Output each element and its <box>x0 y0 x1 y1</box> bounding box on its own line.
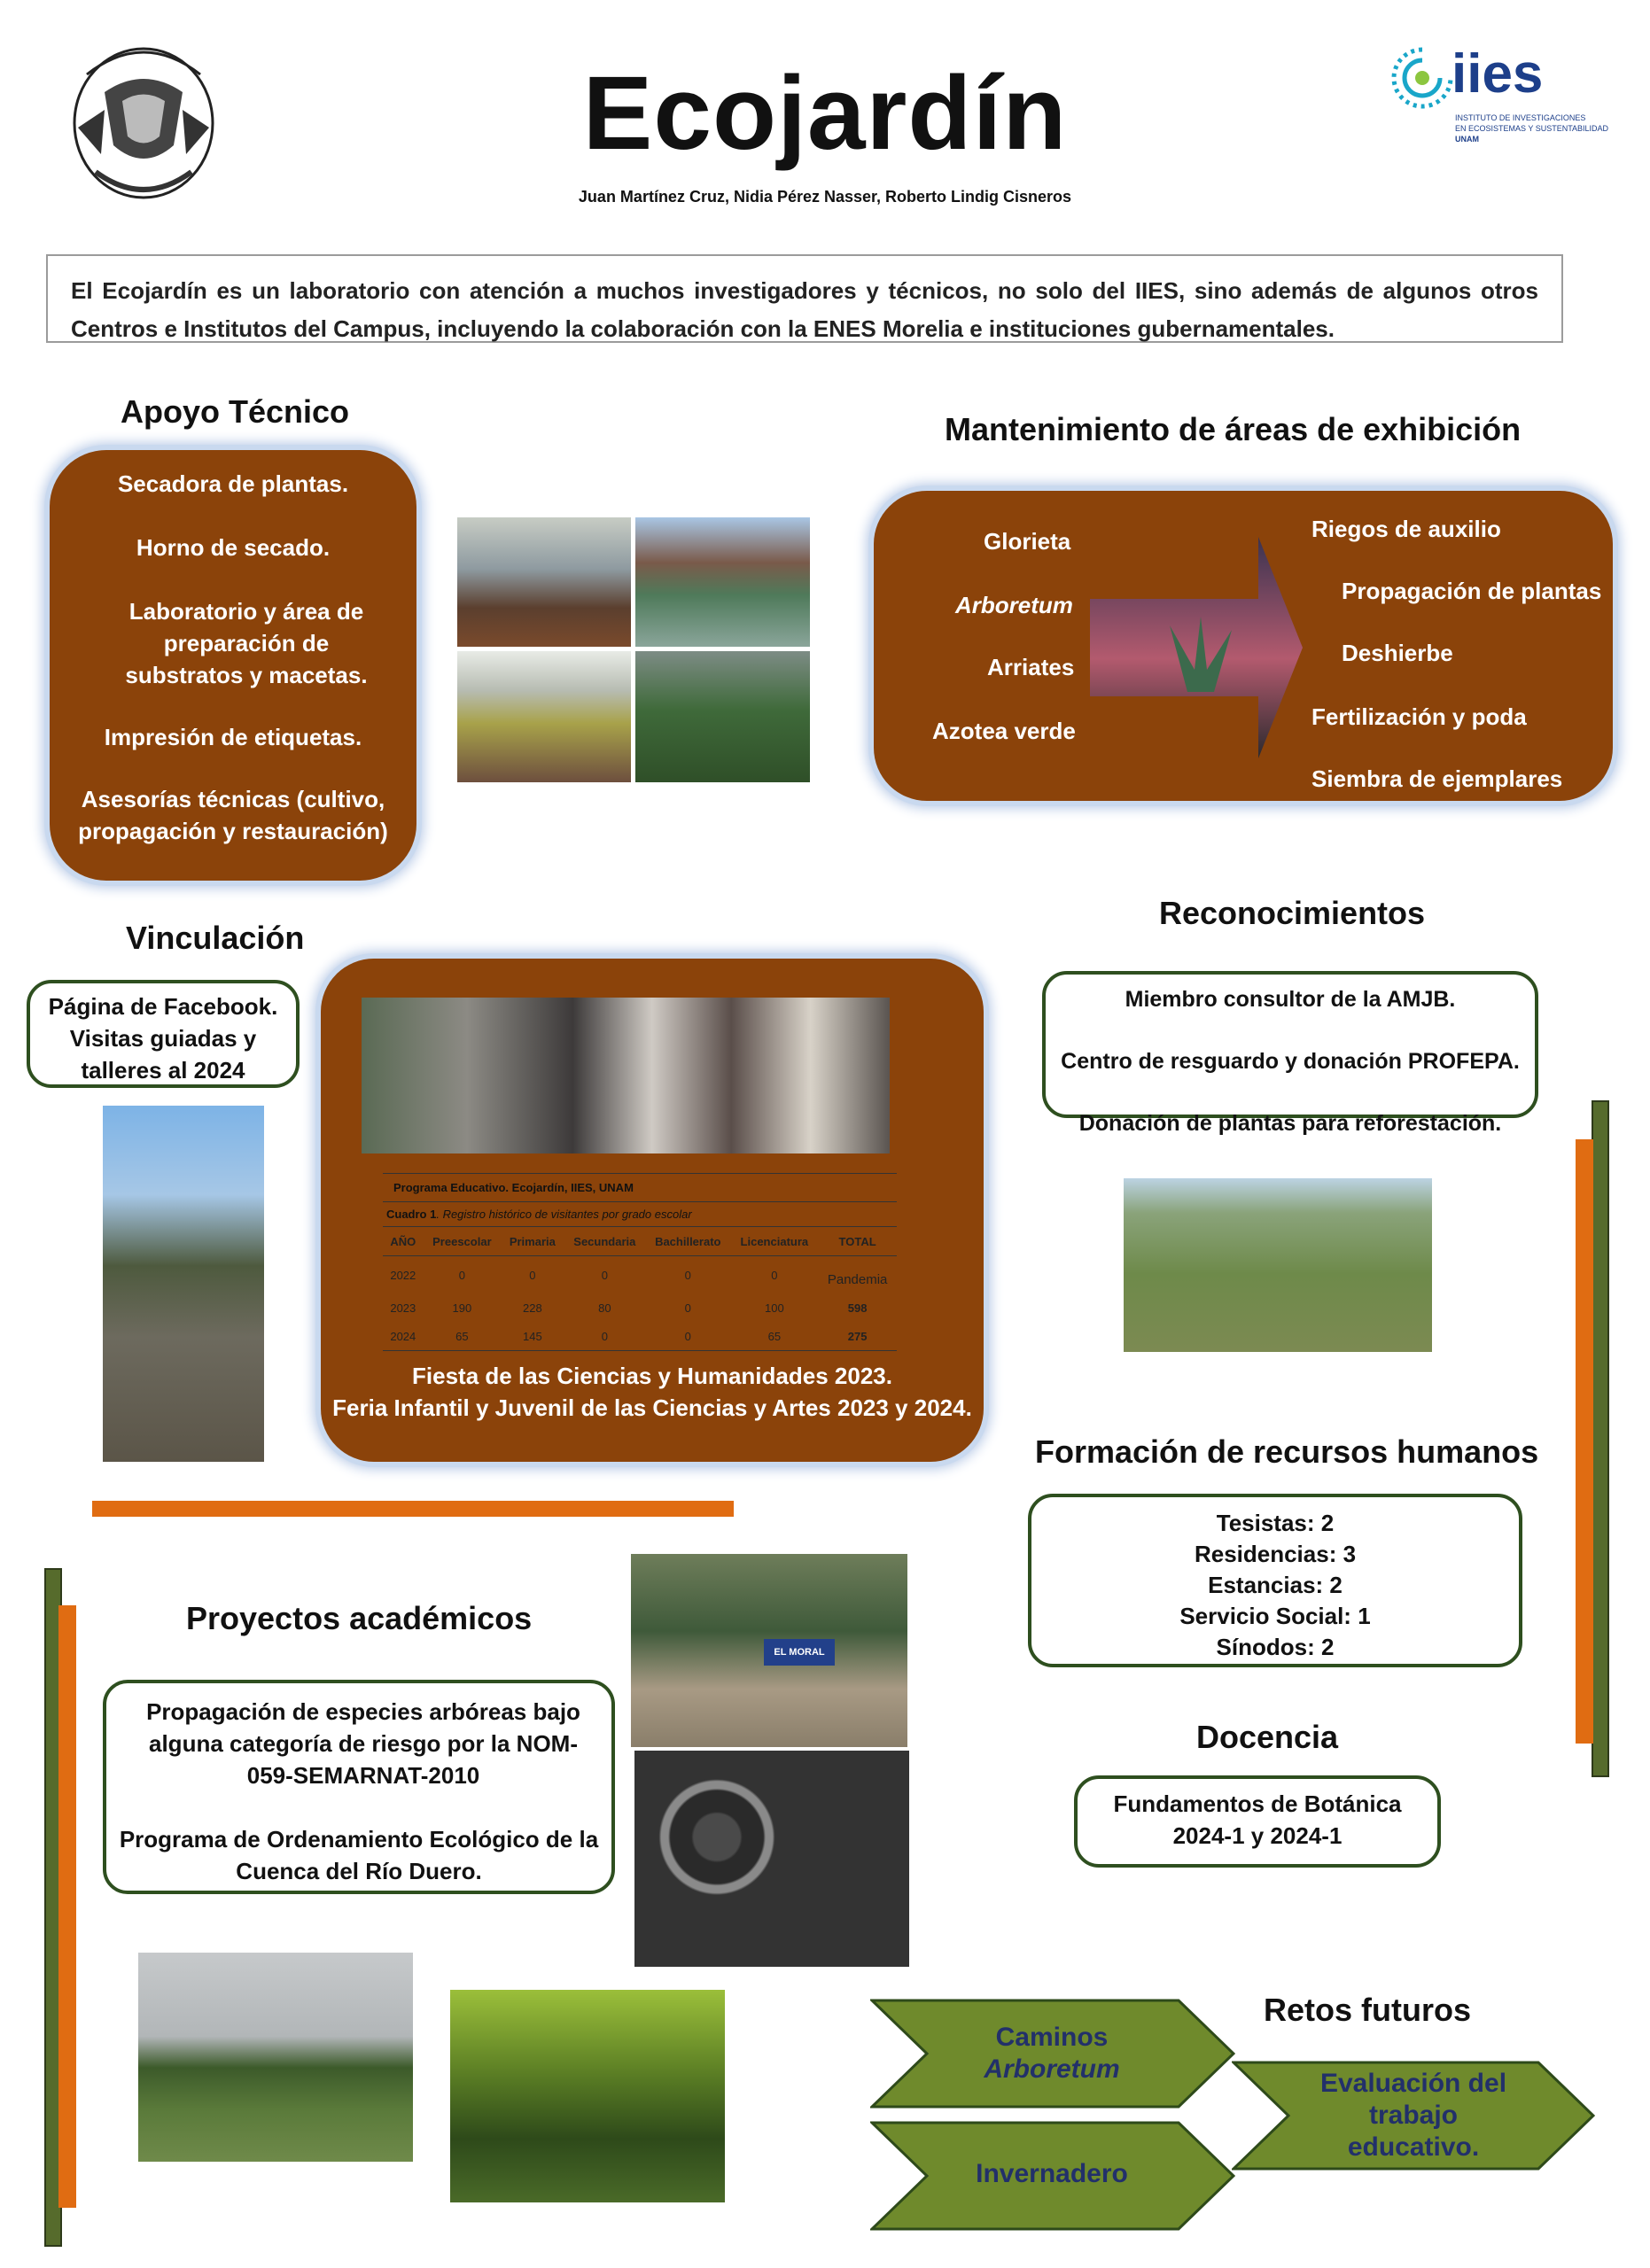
left-orange-bar <box>58 1605 76 2208</box>
field-photo <box>138 1953 413 2162</box>
fair-photo-strip <box>362 998 890 1153</box>
table-cell: 65 <box>455 1329 469 1343</box>
formacion-item: Residencias: 3 <box>1194 1541 1357 1567</box>
formacion-item: Estancias: 2 <box>1208 1572 1343 1598</box>
poster-title: Ecojardín <box>582 55 1068 172</box>
area-item: Azotea verde <box>932 718 1076 744</box>
vinculacion-heading: Vinculación <box>126 920 305 956</box>
recognition-item: Centro de resguardo y donación PROFEPA. <box>1061 1049 1520 1074</box>
apoyo-item: Asesorías técnicas (cultivo, propagación y restauración) <box>78 786 388 844</box>
el-moral-photo <box>631 1554 907 1747</box>
table-cell: 0 <box>458 1268 465 1282</box>
table-header: TOTAL <box>838 1234 876 1248</box>
formacion-box <box>1028 1494 1522 1667</box>
iies-logo-name: iies <box>1452 43 1544 105</box>
seedlings-photo <box>634 1751 909 1967</box>
task-item: Propagación de plantas <box>1342 578 1602 604</box>
table-cell: Pandemia <box>827 1271 888 1287</box>
table-cell: 598 <box>847 1301 868 1315</box>
vinculacion-main-box <box>321 959 984 1462</box>
table-row <box>383 1293 897 1322</box>
reconocimientos-heading: Reconocimientos <box>1159 895 1426 931</box>
el-moral-sign: EL MORAL <box>764 1639 835 1666</box>
area-item: Arriates <box>987 654 1075 680</box>
table-cell: 0 <box>529 1268 536 1282</box>
fiesta-line-2: Feria Infantil y Juvenil de las Ciencias y Artes 2023 y 2024. <box>332 1394 972 1421</box>
formacion-item: Sínodos: 2 <box>1216 1634 1335 1660</box>
iies-logo-line3: UNAM <box>1455 135 1479 144</box>
docencia-course: Fundamentos de Botánica <box>1113 1790 1402 1817</box>
nursery-photo <box>635 651 810 782</box>
task-item: Riegos de auxilio <box>1311 516 1501 542</box>
table-cell: 0 <box>684 1329 691 1343</box>
recognition-item: Miembro consultor de la AMJB. <box>1125 987 1456 1012</box>
table-cell: 228 <box>523 1301 542 1315</box>
formacion-item: Tesistas: 2 <box>1216 1510 1335 1536</box>
caminos-line2: Arboretum <box>984 2054 1120 2084</box>
proyecto-item: Programa de Ordenamiento Ecológico de la Cuenca del Río Duero. <box>119 1826 599 1884</box>
proyectos-box <box>103 1680 615 1894</box>
mantenimiento-box <box>874 491 1613 801</box>
task-item: Deshierbe <box>1342 640 1453 666</box>
docencia-terms: 2024-1 y 2024-1 <box>1172 1822 1343 1849</box>
cactus-photo <box>457 651 631 782</box>
invernadero-label: Invernadero <box>976 2159 1128 2188</box>
apoyo-item: Impresión de etiquetas. <box>104 724 362 750</box>
vinculacion-box: Página de Facebook. Visitas guiadas y talleres al 2024 <box>27 980 300 1088</box>
intro-paragraph: El Ecojardín es un laboratorio con atención a muchos investigadores y técnicos, no solo del IIES, sino además de algunos otros Centros e Institutos del Campus, incluyendo la colaboración con la ENES Morelia e instituciones gubernamentales. <box>46 254 1563 343</box>
greenhouse-photo <box>457 517 631 647</box>
forest-photo <box>450 1990 725 2202</box>
formacion-item: Servicio Social: 1 <box>1179 1603 1371 1629</box>
table-header-row <box>383 1227 897 1256</box>
iies-logo-line2: EN ECOSISTEMAS Y SUSTENTABILIDAD <box>1455 124 1609 133</box>
orange-divider <box>92 1501 734 1517</box>
table-cell: 275 <box>847 1329 868 1343</box>
formacion-heading: Formación de recursos humanos <box>1035 1433 1539 1470</box>
table-cell: 65 <box>767 1329 782 1343</box>
authors: Juan Martínez Cruz, Nidia Pérez Nasser, Roberto Lindig Cisneros <box>578 188 1072 206</box>
table-row <box>383 1256 897 1294</box>
retos-heading: Retos futuros <box>1264 1992 1471 2028</box>
right-orange-bar <box>1576 1139 1593 1744</box>
table-header: Secundaria <box>573 1234 636 1248</box>
reconocimientos-box <box>1042 971 1538 1136</box>
table-header: Preescolar <box>432 1234 492 1248</box>
task-item: Siembra de ejemplares <box>1311 765 1563 792</box>
area-item: Glorieta <box>984 528 1071 555</box>
proyecto-item: Propagación de especies arbóreas bajo alguna categoría de riesgo por la NOM-059-SEMARNAT-2010 <box>146 1698 580 1789</box>
task-item: Fertilización y poda <box>1311 703 1527 730</box>
table-row <box>383 1322 897 1351</box>
apoyo-heading: Apoyo Técnico <box>121 393 350 430</box>
fiesta-line-1: Fiesta de las Ciencias y Humanidades 2023. <box>412 1363 892 1389</box>
evaluacion-label: Evaluación del trabajo educativo. <box>1319 2069 1507 2162</box>
right-green-bar <box>1592 1100 1609 1777</box>
mantenimiento-heading: Mantenimiento de áreas de exhibición <box>945 411 1522 447</box>
table-header: Bachillerato <box>655 1234 721 1248</box>
iies-logo-line1: INSTITUTO DE INVESTIGACIONES <box>1455 113 1586 122</box>
caminos-line1: Caminos <box>995 2023 1109 2052</box>
table-cell: 145 <box>523 1329 542 1343</box>
area-item: Arboretum <box>955 592 1073 618</box>
table-cell: 0 <box>601 1268 608 1282</box>
apoyo-item: Secadora de plantas. <box>117 470 349 497</box>
apoyo-item: Horno de secado. <box>136 534 331 561</box>
table-cell: 2024 <box>390 1329 416 1343</box>
docencia-box <box>1074 1775 1441 1868</box>
table-cell: 80 <box>598 1301 611 1315</box>
table-caption-label: Cuadro 1 <box>386 1208 437 1221</box>
agave-garden-photo <box>635 517 810 647</box>
apoyo-item: Laboratorio y área de preparación de substratos y macetas. <box>125 598 368 688</box>
recognition-item: Donación de plantas para reforestación. <box>1078 1111 1502 1136</box>
sunset-arrow-photo <box>1090 537 1303 758</box>
table-header: Primaria <box>509 1234 556 1248</box>
table-cell: 2022 <box>390 1268 416 1282</box>
table-cell: 0 <box>684 1301 691 1315</box>
caminos-label <box>959 2022 1145 2085</box>
docencia-heading: Docencia <box>1196 1719 1339 1755</box>
table-caption-text: . Registro histórico de visitantes por grado escolar <box>436 1208 692 1221</box>
table-caption <box>383 1202 897 1226</box>
visitors-table-area <box>383 1173 897 1351</box>
table-header: Licenciatura <box>740 1234 809 1248</box>
visitors-table <box>383 1226 897 1351</box>
table-cell: 0 <box>771 1268 778 1282</box>
table-cell: 0 <box>684 1268 691 1282</box>
reforestation-photo <box>1124 1178 1432 1352</box>
proyectos-heading: Proyectos académicos <box>186 1600 533 1636</box>
table-cell: 0 <box>601 1329 608 1343</box>
table-cell: 190 <box>452 1301 472 1315</box>
table-header: AÑO <box>390 1234 416 1248</box>
table-cell: 100 <box>764 1301 784 1315</box>
table-cell: 2023 <box>390 1301 416 1315</box>
table-title: Programa Educativo. Ecojardín, IIES, UNAM <box>393 1181 634 1194</box>
guided-visit-photo <box>103 1106 264 1462</box>
apoyo-box <box>50 450 416 881</box>
